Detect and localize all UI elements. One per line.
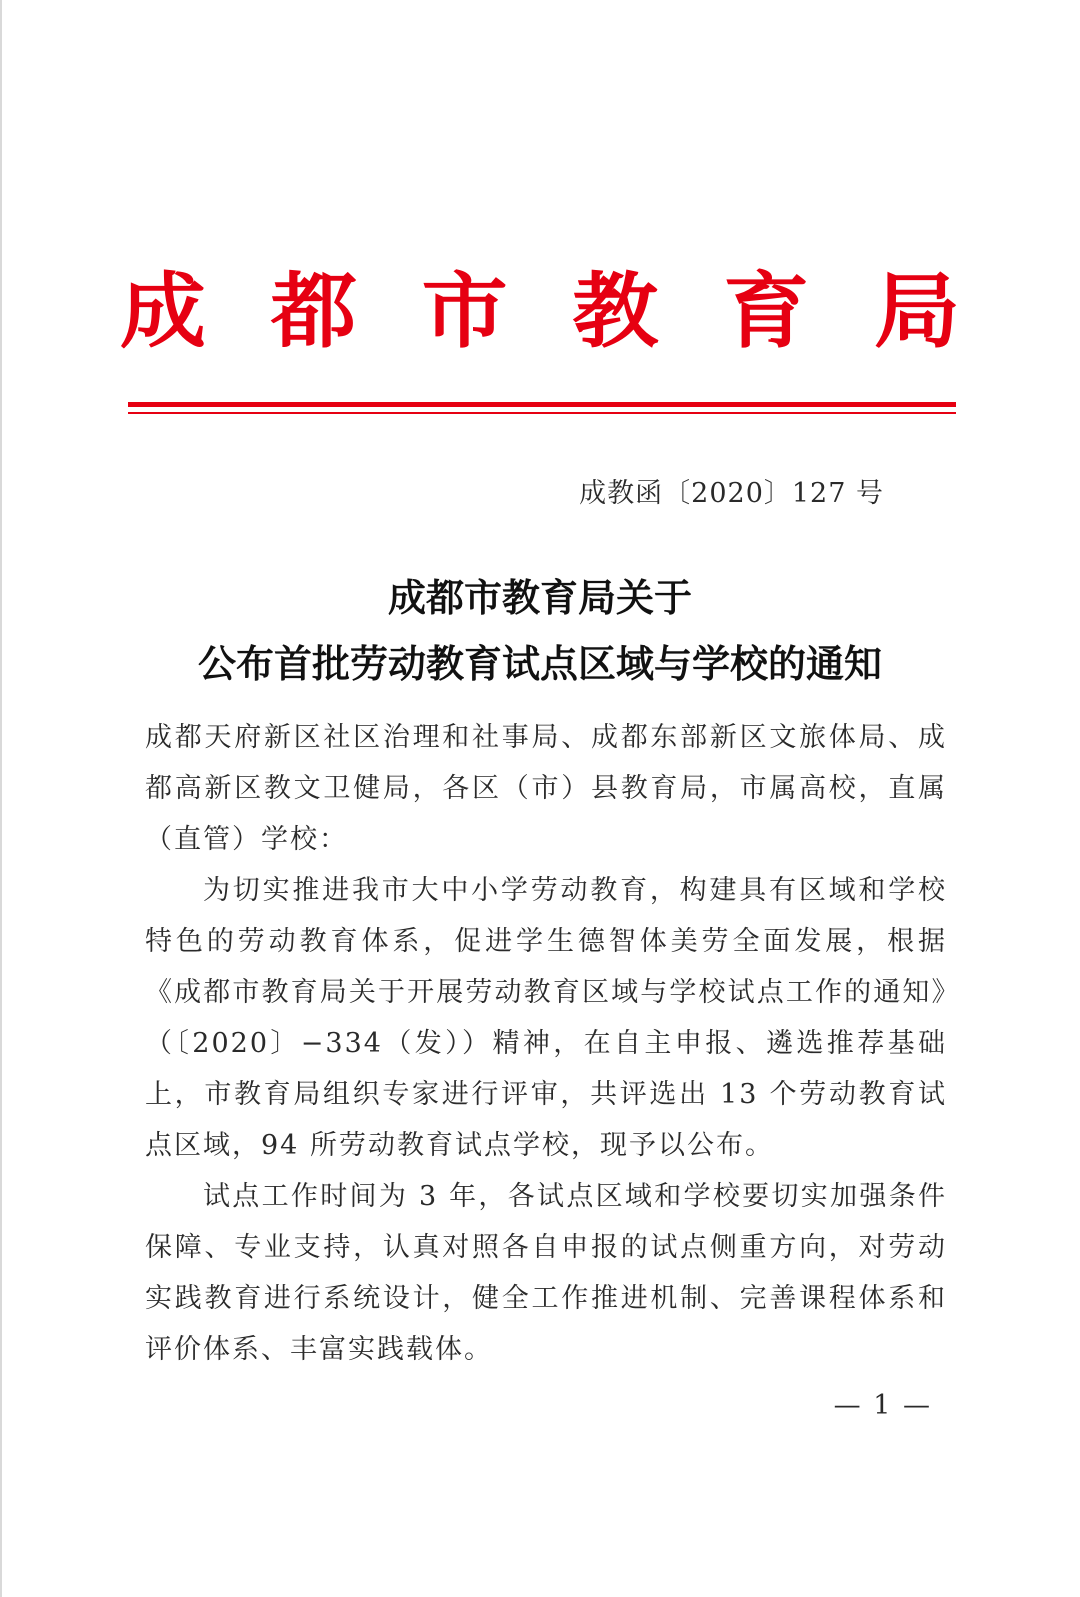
letterhead-char: 市: [421, 263, 508, 360]
letterhead-char: 育: [723, 263, 810, 360]
letterhead-char: 成: [120, 263, 206, 360]
page-number: — 1 —: [833, 1390, 932, 1421]
document-body: [145, 712, 947, 1375]
red-divider-thick: [128, 402, 956, 407]
document-title: [0, 565, 1080, 697]
letterhead-char: 都: [270, 263, 357, 360]
letterhead-title: [120, 262, 960, 362]
body-paragraph-1: 为切实推进我市大中小学劳动教育，构建具有区域和学校特色的劳动教育体系，促进学生德智体美劳全面发展，根据《成都市教育局关于开展劳动教育区域与学校试点工作的通知》（〔2020〕−334（发））精神，在自主申报、遴选推荐基础上，市教育局组织专家进行评审，共评选出 13 个劳动教育试点区域，94 所劳动教育试点学校，现予以公布。: [145, 875, 947, 1161]
letterhead-char: 局: [873, 263, 960, 360]
body-paragraph-2: 试点工作时间为 3 年，各试点区域和学校要切实加强条件保障、专业支持，认真对照各自申报的试点侧重方向，对劳动实践教育进行系统设计，健全工作推进机制、完善课程体系和评价体系、丰富实践载体。: [145, 1181, 947, 1365]
page-edge: [0, 0, 2, 1597]
title-line-2: 公布首批劳动教育试点区域与学校的通知: [197, 641, 882, 686]
recipients-paragraph: 成都天府新区社区治理和社事局、成都东部新区文旅体局、成都高新区教文卫健局，各区（市）县教育局，市属高校，直属（直管）学校：: [145, 722, 947, 855]
letterhead-char: 教: [572, 263, 659, 360]
red-divider-thin: [128, 412, 956, 414]
document-number: 成教函〔2020〕127 号: [579, 478, 884, 509]
title-line-1: 成都市教育局关于: [387, 575, 692, 620]
